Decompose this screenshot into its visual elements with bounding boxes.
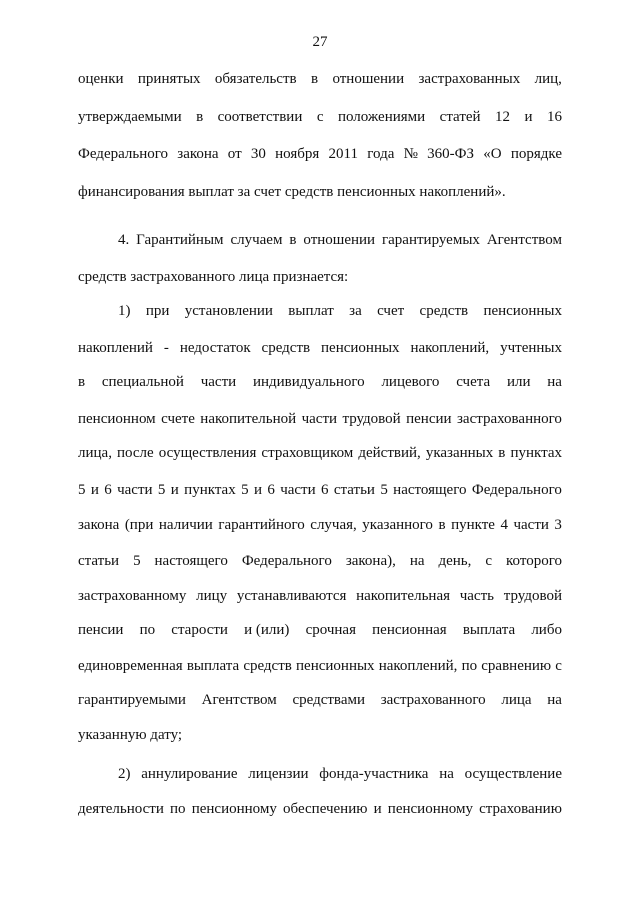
word: пенсионному — [387, 801, 473, 817]
text-line — [78, 799, 562, 819]
word: 30 — [250, 146, 266, 162]
word: застрахованного — [456, 411, 562, 427]
text-line — [78, 144, 562, 164]
word: застрахованных — [418, 71, 521, 87]
word: 12 — [495, 109, 511, 125]
word: наличии — [158, 517, 213, 533]
word: (при — [124, 517, 154, 533]
word: 2011 — [328, 146, 358, 162]
word: и — [90, 482, 99, 498]
word: указанного — [362, 517, 433, 533]
word: 3 — [554, 517, 562, 533]
text-line — [78, 620, 562, 640]
word: 4. — [118, 232, 130, 248]
word: - — [163, 340, 169, 356]
word: пенсионных — [483, 303, 562, 319]
word: части — [513, 517, 549, 533]
word: застрахованного — [380, 692, 486, 708]
word: лица, — [78, 445, 112, 461]
word: 6 — [321, 482, 329, 498]
word: средств — [243, 658, 292, 674]
word: 1) — [118, 303, 131, 319]
text-line — [78, 586, 562, 606]
word: Федерального — [241, 553, 332, 569]
word: пункте — [451, 517, 495, 533]
word: лицу — [196, 588, 228, 604]
word: гарантируемыми — [78, 692, 186, 708]
text-line — [78, 409, 562, 429]
word: по — [461, 658, 478, 674]
word: 360-ФЗ — [427, 146, 475, 162]
word: пенсионном — [78, 411, 156, 427]
word: и (или) — [244, 622, 290, 638]
word: настоящего — [154, 553, 228, 569]
word: которого — [506, 553, 562, 569]
word: 6 — [267, 482, 275, 498]
word: застрахованному — [78, 588, 187, 604]
text-line — [78, 338, 562, 358]
word: закона), — [345, 553, 396, 569]
word: единовременная — [78, 658, 183, 674]
word: части — [200, 374, 237, 390]
word: 5 — [157, 482, 166, 498]
word: закона — [177, 146, 219, 162]
word: счет — [377, 303, 405, 319]
word: части — [280, 482, 316, 498]
word: 5 — [78, 482, 86, 498]
word: 5 — [133, 553, 141, 569]
word: учтенных — [500, 340, 562, 356]
word: части — [117, 482, 153, 498]
word: 4 — [500, 517, 508, 533]
word: обязательств — [214, 71, 297, 87]
word: лиц, — [534, 71, 562, 87]
word: средств — [261, 340, 311, 356]
word: 5 — [380, 482, 388, 498]
word: либо — [531, 622, 562, 638]
word: с — [316, 109, 324, 125]
word: фонда-участника — [319, 766, 429, 782]
text-line — [78, 690, 562, 710]
word: на — [439, 766, 454, 782]
text-line — [78, 551, 562, 571]
word: года — [367, 146, 395, 162]
text-line — [78, 480, 562, 500]
text-line — [78, 69, 562, 89]
word: недостаток — [179, 340, 251, 356]
word: за — [349, 303, 362, 319]
word: в — [196, 109, 204, 125]
text-line — [118, 301, 562, 321]
word: Агентством — [201, 692, 277, 708]
word: пенсионных — [296, 658, 375, 674]
word: случая, — [310, 517, 357, 533]
word: счета — [456, 374, 491, 390]
word: отношении — [303, 232, 376, 248]
word: 16 — [546, 109, 562, 125]
text-line — [78, 515, 562, 535]
text-line: финансирования выплат за счет средств пенсионных накоплений». — [78, 184, 506, 200]
word: 6 — [104, 482, 112, 498]
word: на — [409, 553, 425, 569]
word: статьи — [78, 553, 120, 569]
word: гарантийного — [218, 517, 305, 533]
word: и — [524, 109, 533, 125]
word: трудовой — [342, 411, 401, 427]
word: накоплений, — [410, 340, 490, 356]
word: средств — [419, 303, 469, 319]
word: накопительной — [200, 411, 297, 427]
word: соответствии — [217, 109, 303, 125]
word: и — [170, 482, 179, 498]
word: 5 — [241, 482, 249, 498]
text-line: указанную дату; — [78, 727, 183, 743]
word: отношении — [332, 71, 405, 87]
word: пунктах — [184, 482, 236, 498]
word: в — [78, 374, 86, 390]
word: действий, — [358, 445, 421, 461]
word: закона — [78, 517, 120, 533]
text-line — [118, 230, 562, 250]
word: осуществление — [464, 766, 562, 782]
word: специальной — [101, 374, 184, 390]
word: лицензии — [248, 766, 309, 782]
word: страхованию — [479, 801, 562, 817]
word: на — [547, 374, 562, 390]
word: средствами — [292, 692, 365, 708]
text-line — [78, 443, 562, 463]
word: положениями — [337, 109, 426, 125]
word: накоплений — [78, 340, 153, 356]
word: выплата — [462, 622, 516, 638]
word: после — [117, 445, 154, 461]
word: аннулирование — [141, 766, 238, 782]
word: в — [438, 517, 446, 533]
word: гарантируемых — [382, 232, 480, 248]
text-line — [78, 372, 562, 392]
word: в — [310, 71, 319, 87]
word: случаем — [230, 232, 283, 248]
text-line — [78, 656, 562, 676]
word: или — [506, 374, 531, 390]
word: срочная — [305, 622, 356, 638]
word: с — [555, 658, 562, 674]
word: счете — [161, 411, 195, 427]
word: № — [403, 146, 418, 162]
word: старости — [171, 622, 228, 638]
word: с — [485, 553, 493, 569]
word: установлении — [184, 303, 273, 319]
text-line — [118, 764, 562, 784]
word: Федерального — [78, 146, 169, 162]
word: в — [498, 445, 506, 461]
word: указанных — [425, 445, 494, 461]
word: выплат — [288, 303, 334, 319]
word: пенсионная — [372, 622, 447, 638]
word: и — [373, 801, 382, 817]
word: накопительная — [356, 588, 450, 604]
word: пенсионных — [321, 340, 400, 356]
text-line: средств застрахованного лица признается: — [78, 269, 349, 285]
word: по — [170, 801, 186, 817]
word: обеспечению — [283, 801, 368, 817]
word: деятельности — [78, 801, 164, 817]
word: и — [253, 482, 262, 498]
word: пунктах — [510, 445, 562, 461]
word: пенсионному — [191, 801, 277, 817]
word: статей — [439, 109, 481, 125]
word: страховщиком — [261, 445, 354, 461]
word: трудовой — [503, 588, 562, 604]
word: настоящего — [393, 482, 467, 498]
page-number: 27 — [312, 34, 328, 50]
word: при — [145, 303, 170, 319]
word: индивидуального — [252, 374, 365, 390]
word: части — [301, 411, 338, 427]
word: устанавливаются — [236, 588, 347, 604]
word: накоплений, — [378, 658, 458, 674]
word: на — [547, 692, 562, 708]
word: Агентством — [486, 232, 562, 248]
word: выплата — [186, 658, 240, 674]
word: «О — [483, 146, 502, 162]
word: принятых — [137, 71, 201, 87]
word: в — [289, 232, 297, 248]
word: осуществления — [158, 445, 257, 461]
word: лица — [501, 692, 532, 708]
word: сравнению — [481, 658, 552, 674]
word: лицевого — [381, 374, 440, 390]
word: от — [227, 146, 242, 162]
word: Федерального — [471, 482, 562, 498]
word: пенсии — [406, 411, 452, 427]
word: статьи — [333, 482, 375, 498]
word: ноября — [275, 146, 320, 162]
word: по — [139, 622, 156, 638]
word: пенсии — [78, 622, 124, 638]
word: 2) — [118, 766, 131, 782]
text-line — [78, 107, 562, 127]
word: утверждаемыми — [78, 109, 182, 125]
word: день, — [438, 553, 472, 569]
word: часть — [459, 588, 494, 604]
word: Гарантийным — [136, 232, 224, 248]
word: оценки — [78, 71, 124, 87]
word: порядке — [510, 146, 562, 162]
